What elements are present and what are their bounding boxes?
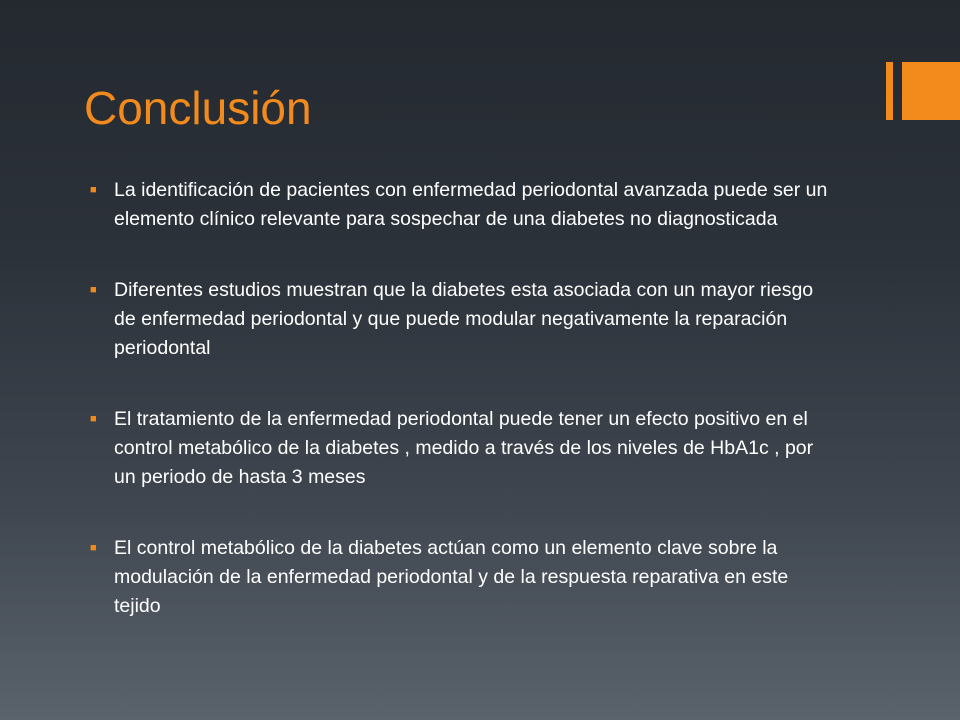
bullet-item <box>90 276 830 363</box>
bullet-text: El tratamiento de la enfermedad periodontal puede tener un efecto positivo en el control metabólico de la diabetes , medido a través de los niveles de HbA1c , por un periodo de hasta 3 meses <box>114 408 814 488</box>
bullet-text: El control metabólico de la diabetes actúan como un elemento clave sobre la modulación de la enfermedad periodontal y de la respuesta reparativa en este tejido <box>114 537 789 617</box>
bullet-text: La identificación de pacientes con enfermedad periodontal avanzada puede ser un elemento clínico relevante para sospechar de una diabetes no diagnosticada <box>114 179 828 230</box>
accent-bar <box>886 62 893 120</box>
bullet-item <box>90 534 830 621</box>
square-bullet-icon: ■ <box>90 413 97 425</box>
bullet-text: Diferentes estudios muestran que la diabetes esta asociada con un mayor riesgo de enfermedad periodontal y que puede modular negativamente la reparación periodontal <box>114 279 814 359</box>
bullet-item <box>90 405 830 492</box>
square-bullet-icon: ■ <box>90 284 97 296</box>
accent-block <box>902 62 960 120</box>
square-bullet-icon: ■ <box>90 542 97 554</box>
slide-title: Conclusión <box>84 82 312 134</box>
bullet-list <box>90 176 830 663</box>
square-bullet-icon: ■ <box>90 184 97 196</box>
bullet-item <box>90 176 830 234</box>
